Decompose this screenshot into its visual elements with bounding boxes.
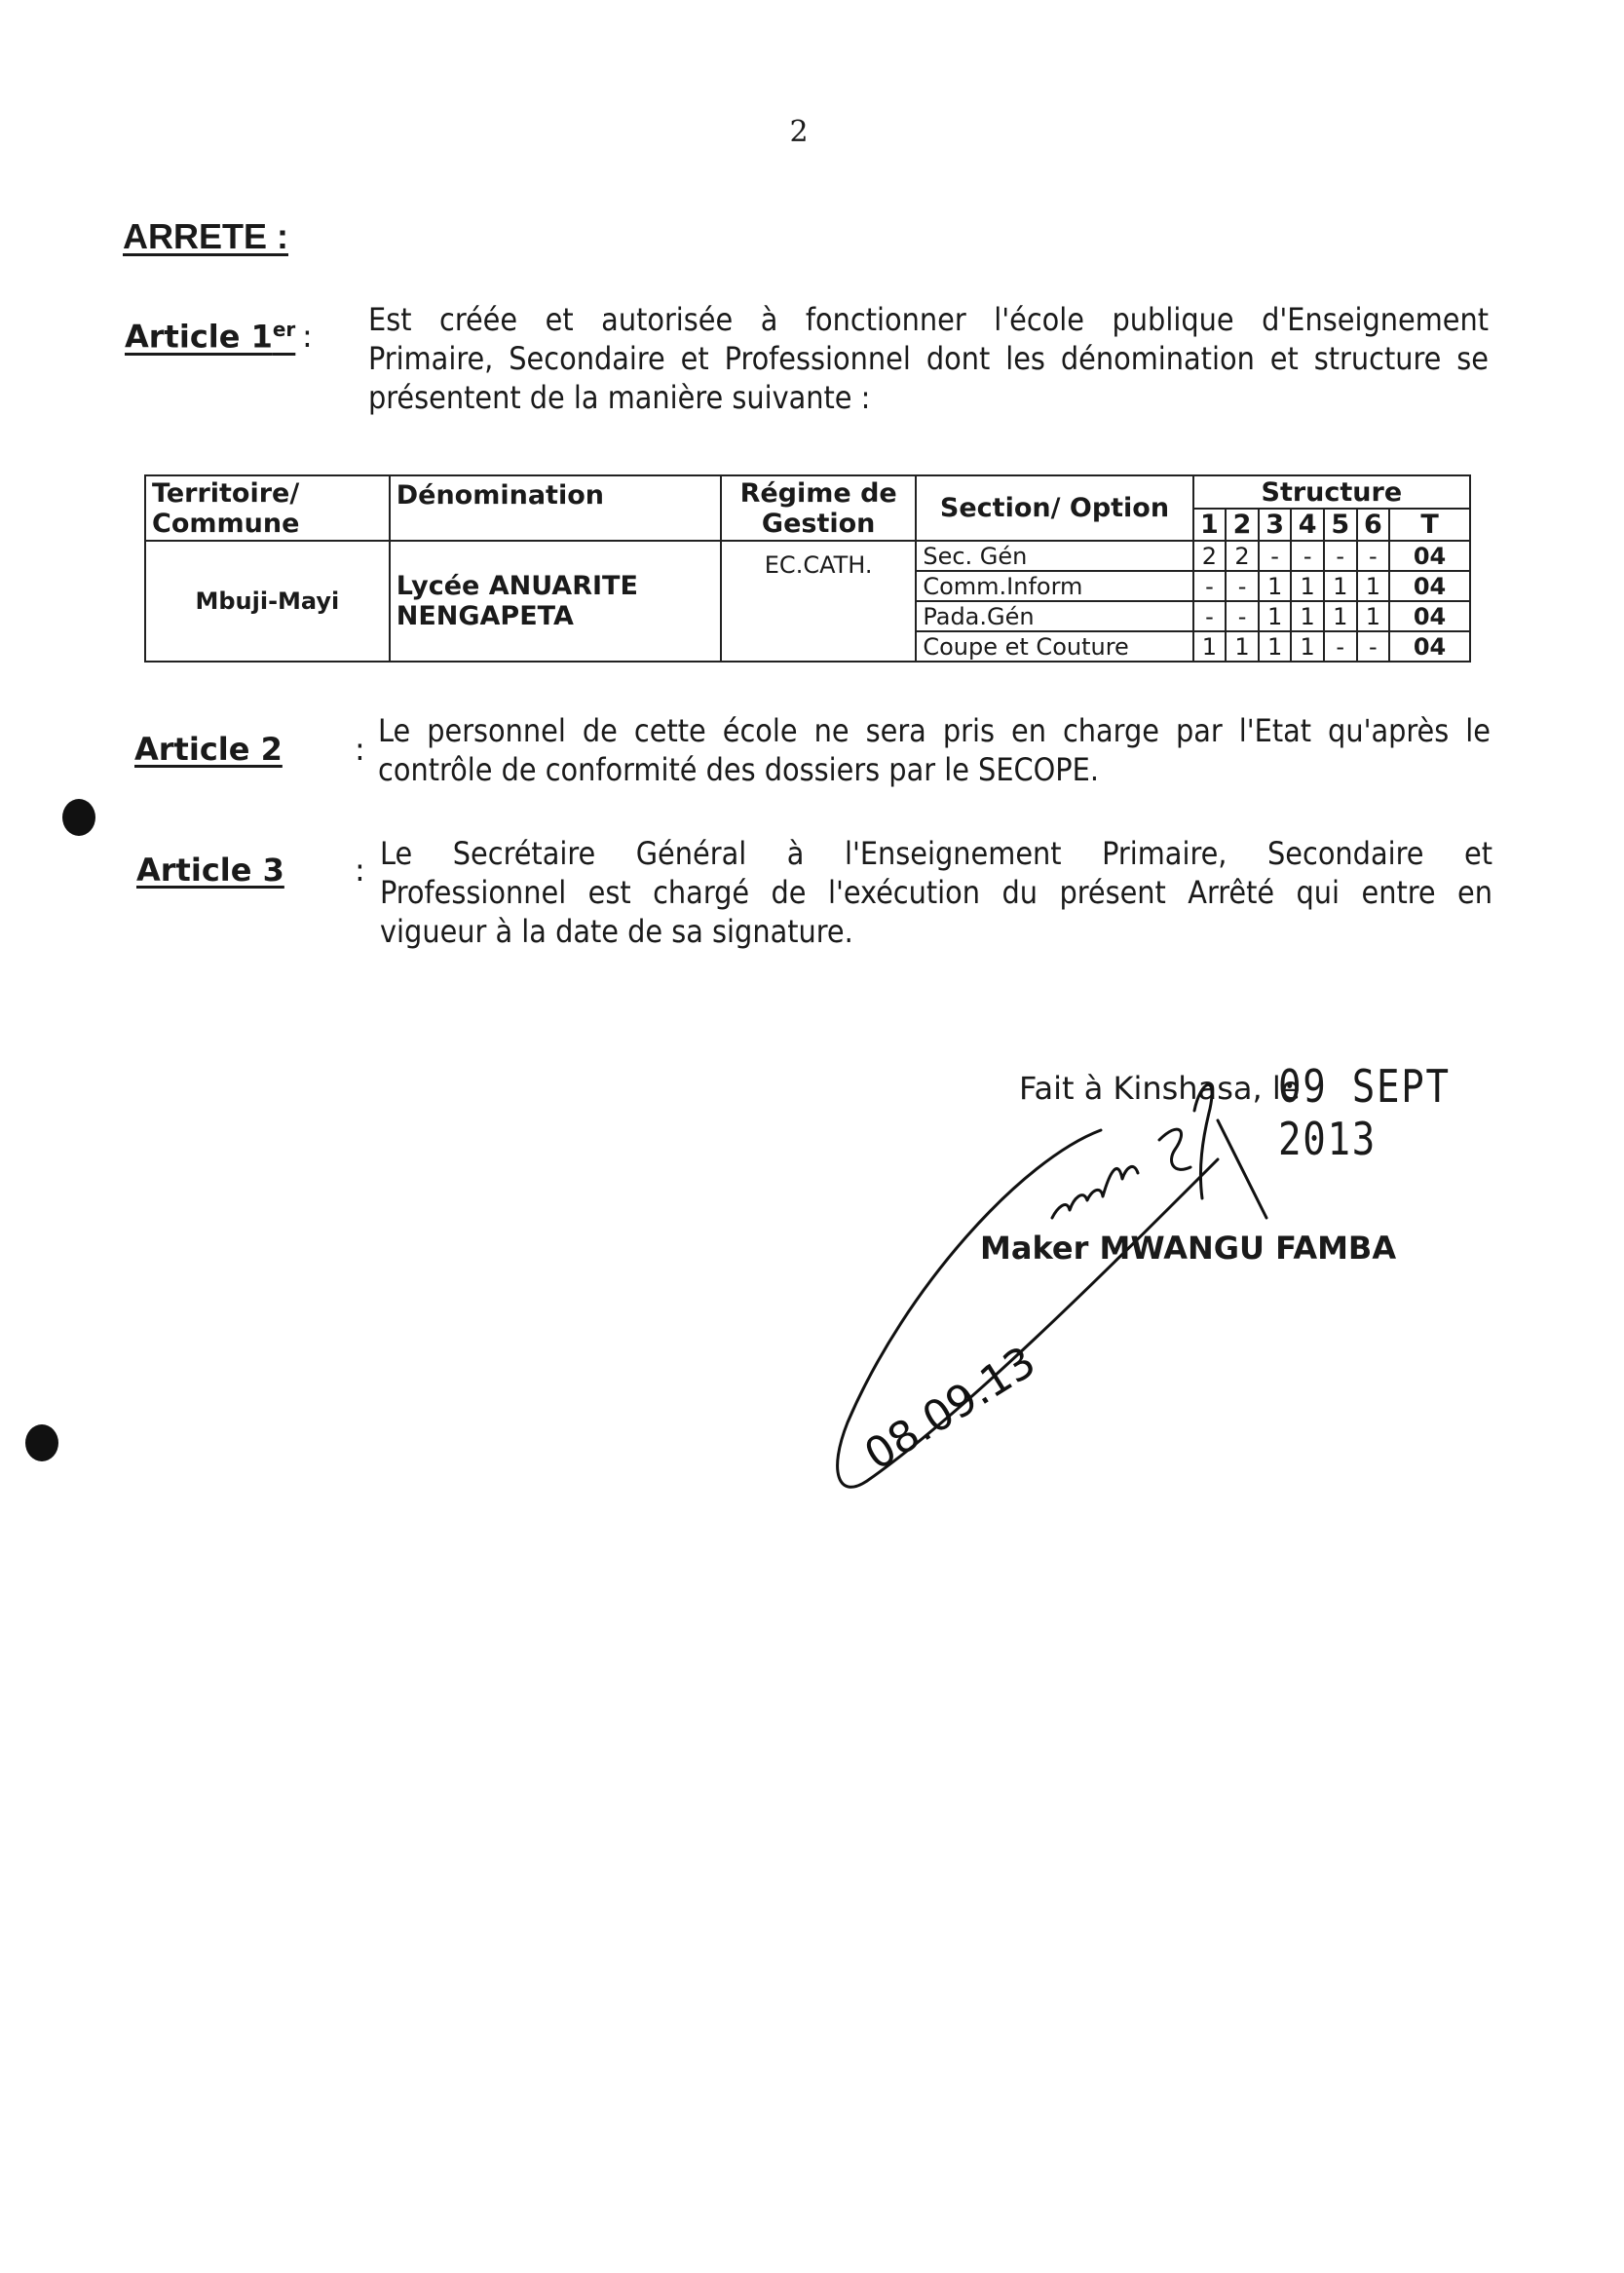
- signature-initial-stroke: [1159, 1084, 1212, 1198]
- article-1-label-sup: er: [272, 318, 296, 341]
- header-regime: Régime de Gestion: [721, 475, 916, 541]
- cell-option: Comm.Inform: [916, 571, 1192, 601]
- article-1-separator: :: [302, 318, 313, 355]
- cell-value: 1: [1226, 631, 1259, 662]
- table-header-row: [145, 475, 1470, 509]
- cell-option: Coupe et Couture: [916, 631, 1192, 662]
- punch-hole: [62, 799, 95, 836]
- decree-heading: ARRETE :: [123, 216, 288, 256]
- article-1-label: [125, 318, 295, 356]
- header-year: 1: [1193, 509, 1227, 541]
- cell-value: 1: [1324, 601, 1357, 631]
- article-3-line: Le Secrétaire Général à l'Enseignement Primaire, Secondaire et: [380, 835, 1492, 872]
- handwritten-signature: [809, 1052, 1315, 1520]
- cell-value: -: [1324, 541, 1357, 571]
- cell-value: 2: [1193, 541, 1227, 571]
- cell-total: 04: [1389, 541, 1470, 571]
- cell-regime: EC.CATH.: [721, 541, 916, 662]
- cell-value: 2: [1226, 541, 1259, 571]
- article-1-line: Primaire, Secondaire et Professionnel dont les dénomination et structure se: [368, 340, 1489, 377]
- article-1-text: [368, 300, 1489, 417]
- cell-option: Pada.Gén: [916, 601, 1192, 631]
- signatory-name: Maker MWANGU FAMBA: [980, 1230, 1397, 1267]
- school-structure-table: [144, 474, 1471, 663]
- header-denomination: Dénomination: [390, 475, 721, 541]
- cell-value: -: [1357, 541, 1390, 571]
- cell-total: 04: [1389, 571, 1470, 601]
- header-structure: Structure: [1193, 475, 1470, 509]
- place-and-date-text: Fait à Kinshasa, le: [1019, 1070, 1301, 1107]
- cell-option: Sec. Gén: [916, 541, 1192, 571]
- cell-value: -: [1193, 571, 1227, 601]
- cell-value: -: [1291, 541, 1324, 571]
- article-2-line: Le personnel de cette école ne sera pris en charge par l'Etat qu'après le: [378, 712, 1491, 749]
- cell-value: -: [1259, 541, 1292, 571]
- punch-hole: [25, 1424, 58, 1461]
- cell-value: 1: [1357, 601, 1390, 631]
- cell-territoire: Mbuji-Mayi: [145, 541, 390, 662]
- article-3-line: vigueur à la date de sa signature.: [380, 913, 853, 950]
- header-year: 3: [1259, 509, 1292, 541]
- cell-value: 1: [1291, 631, 1324, 662]
- article-3-separator: :: [355, 852, 365, 889]
- article-1-line: Est créée et autorisée à fonctionner l'école publique d'Enseignement: [368, 301, 1489, 338]
- article-2-label: Article 2: [134, 731, 283, 768]
- cell-value: -: [1226, 601, 1259, 631]
- cell-value: -: [1226, 571, 1259, 601]
- signature-tick-stroke: [1218, 1120, 1266, 1218]
- signature-name-stroke: [1052, 1166, 1138, 1218]
- cell-value: 1: [1259, 571, 1292, 601]
- cell-value: -: [1193, 601, 1227, 631]
- cell-value: -: [1357, 631, 1390, 662]
- header-year: 2: [1226, 509, 1259, 541]
- cell-value: 1: [1259, 601, 1292, 631]
- cell-value: 1: [1357, 571, 1390, 601]
- cell-value: 1: [1193, 631, 1227, 662]
- article-3-line: Professionnel est chargé de l'exécution du présent Arrêté qui entre en: [380, 874, 1492, 911]
- cell-value: 1: [1259, 631, 1292, 662]
- page-number: 2: [789, 115, 809, 149]
- header-total: T: [1389, 509, 1470, 541]
- article-3-text: [380, 834, 1492, 951]
- cell-value: -: [1324, 631, 1357, 662]
- table-row: [145, 541, 1470, 571]
- article-2-line: contrôle de conformité des dossiers par le SECOPE.: [378, 751, 1099, 788]
- article-1-line: présentent de la manière suivante :: [368, 379, 871, 416]
- article-2-separator: :: [355, 731, 365, 768]
- cell-value: 1: [1291, 571, 1324, 601]
- header-territoire: Territoire/ Commune: [145, 475, 390, 541]
- cell-value: 1: [1291, 601, 1324, 631]
- cell-denomination: Lycée ANUARITE NENGAPETA: [390, 541, 721, 662]
- header-section: Section/ Option: [916, 475, 1192, 541]
- article-3-label: Article 3: [136, 852, 284, 889]
- cell-total: 04: [1389, 631, 1470, 662]
- handwritten-date: [856, 1337, 1044, 1480]
- date-stamp: 09 SEPT 2013: [1278, 1060, 1451, 1165]
- header-year: 5: [1324, 509, 1357, 541]
- handwritten-date-text: 08.09.13: [855, 1337, 1044, 1481]
- article-2-text: [378, 711, 1491, 789]
- header-year: 6: [1357, 509, 1390, 541]
- header-year: 4: [1291, 509, 1324, 541]
- article-1-label-text: Article 1: [125, 318, 273, 356]
- cell-total: 04: [1389, 601, 1470, 631]
- cell-value: 1: [1324, 571, 1357, 601]
